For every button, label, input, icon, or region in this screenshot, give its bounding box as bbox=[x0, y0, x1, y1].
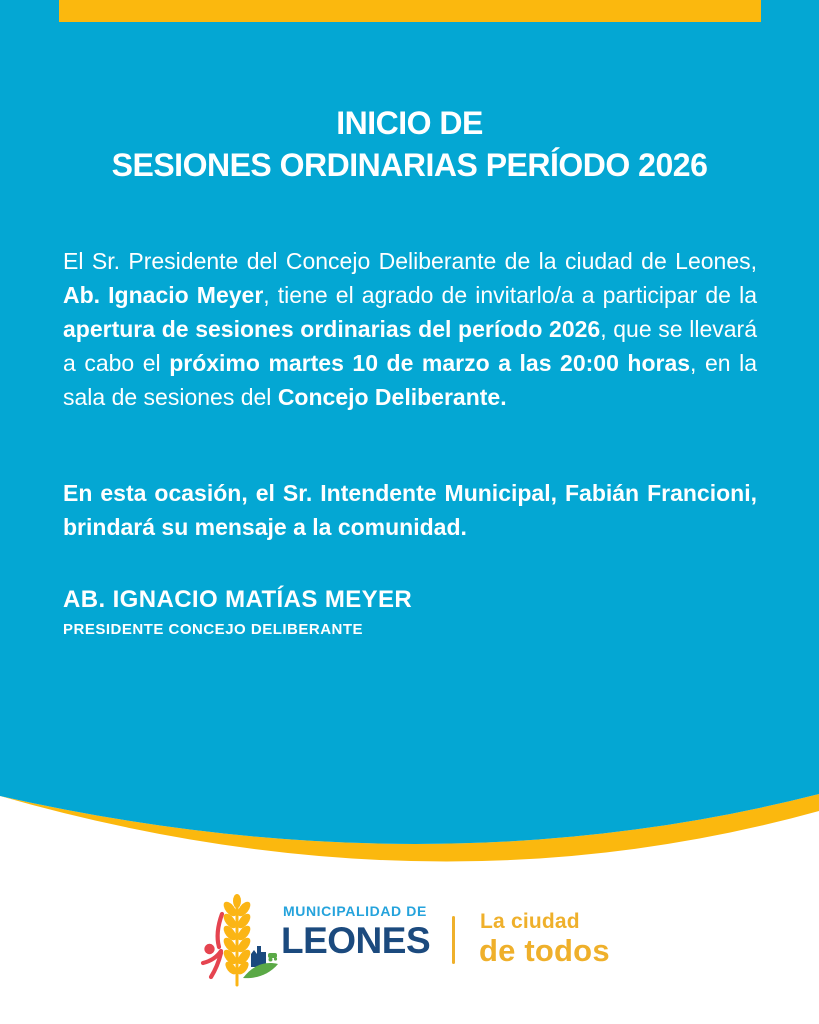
page-title-line1: INICIO DE bbox=[336, 105, 483, 141]
top-accent-bar bbox=[59, 0, 761, 22]
signature-name: AB. IGNACIO MATÍAS MEYER bbox=[63, 586, 413, 613]
wheat-person-city-emblem-icon bbox=[199, 891, 281, 991]
signature-role: PRESIDENTE CONCEJO DELIBERANTE bbox=[63, 621, 364, 638]
tractor-icon bbox=[268, 953, 277, 962]
logo-org-top: MUNICIPALIDAD DE bbox=[283, 903, 427, 919]
person-icon bbox=[203, 914, 222, 977]
page-title-line2: SESIONES ORDINARIAS PERÍODO 2026 bbox=[111, 147, 708, 183]
city-skyline-icon bbox=[251, 946, 266, 967]
logo-tagline-line1: La ciudad bbox=[480, 910, 580, 933]
invitation-paragraph: El Sr. Presidente del Concejo Deliberante de la ciudad de Leones, Ab. Ignacio Meyer, tiene el agrado de invitarlo/a a participar de la apertura de sesiones ordinarias del período 2026, que se llevará a cabo el próximo martes 10 de marzo a las 20:00 horas, en la sala de sesiones del Concejo Deliberante. bbox=[63, 248, 758, 410]
wheat-icon bbox=[221, 894, 253, 985]
bottom-curve-decoration bbox=[0, 789, 819, 890]
intendente-paragraph: En esta ocasión, el Sr. Intendente Municipal, Fabián Francioni, brindará su mensaje a la comunidad. bbox=[63, 480, 757, 540]
green-hill-icon bbox=[243, 963, 278, 978]
logo-org-name: LEONES bbox=[281, 920, 431, 961]
logo-divider bbox=[452, 916, 455, 964]
logo-tagline-line2: de todos bbox=[479, 933, 610, 968]
page-title bbox=[0, 102, 819, 186]
